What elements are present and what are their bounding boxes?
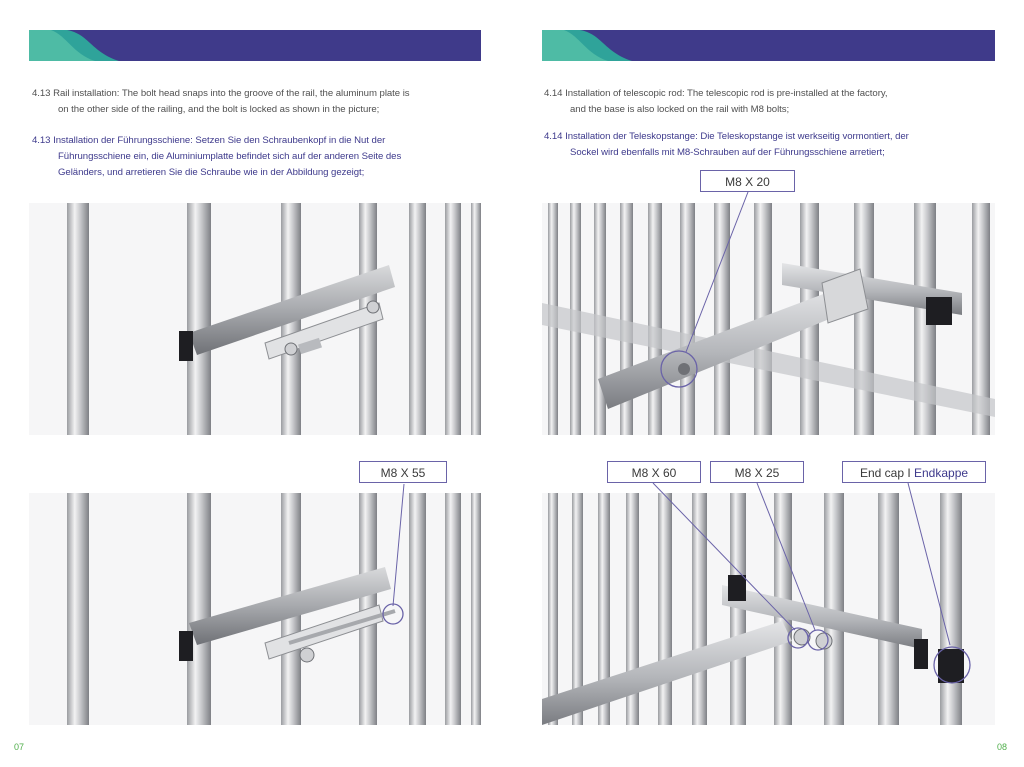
bolt-m8x25 [816, 633, 832, 649]
section-number: 4.13 [32, 135, 51, 146]
callout-end-cap [842, 461, 986, 483]
page-right [512, 0, 1024, 767]
section-4-13-german [32, 133, 484, 181]
rail-end-bracket [926, 297, 952, 325]
end-cap [938, 649, 964, 683]
rail-installation-figure-2 [29, 493, 481, 725]
callout-label: M8 X 20 [725, 175, 770, 189]
telescopic-rod-figure-1 [542, 203, 995, 435]
rail-end-bracket [179, 331, 193, 361]
rod-bolt [678, 363, 690, 375]
rail-end-bracket [179, 631, 193, 661]
section-4-13-english [32, 86, 484, 118]
callout-m8x60 [607, 461, 701, 483]
banner-wave-graphic [29, 30, 481, 61]
paragraph-line: Führungsschiene ein, die Aluminiumplatte befindet sich auf der anderen Seite des [58, 151, 402, 162]
section-4-14-english [544, 86, 1000, 118]
banner-wave-graphic [542, 30, 995, 61]
callout-m8x55 [359, 461, 447, 483]
callout-m8x20 [700, 170, 795, 192]
paragraph-line: Sockel wird ebenfalls mit M8-Schrauben auf der Führungsschiene arretiert; [570, 147, 885, 158]
callout-label: M8 X 25 [734, 466, 780, 480]
section-4-14-german [544, 129, 1000, 161]
telescopic-rod-figure-2 [542, 493, 995, 725]
paragraph-line: Installation of telescopic rod: The telescopic rod is pre-installed at the factory, [565, 88, 888, 99]
callout-m8x25 [710, 461, 804, 483]
callout-label-german: Endkappe [914, 466, 969, 480]
page-number: 08 [997, 742, 1008, 752]
rail-start-bracket [728, 575, 746, 601]
callout-label-english: End cap I [859, 466, 911, 480]
paragraph-line: and the base is also locked on the rail with M8 bolts; [570, 104, 790, 115]
section-number: 4.13 [32, 88, 51, 99]
h-bracket [914, 639, 928, 669]
header-banner [29, 30, 481, 61]
section-number: 4.14 [544, 131, 563, 142]
bolt-m8x60 [794, 629, 810, 645]
page-number: 07 [14, 742, 25, 752]
callout-label: M8 X 55 [380, 466, 426, 480]
callout-label: M8 X 60 [631, 466, 677, 480]
bolt-nut [300, 648, 314, 662]
bolt-shaft [289, 611, 395, 643]
header-banner [542, 30, 995, 61]
paragraph-line: Installation der Teleskopstange: Die Teleskopstange ist werkseitig vormontiert, der [565, 131, 909, 142]
section-number: 4.14 [544, 88, 563, 99]
paragraph-line: Geländers, und arretieren Sie die Schraube wie in der Abbildung gezeigt; [58, 167, 365, 178]
paragraph-line: on the other side of the railing, and the bolt is locked as shown in the picture; [58, 104, 380, 115]
paragraph-line: Installation der Führungsschiene: Setzen Sie den Schraubenkopf in die Nut der [53, 135, 386, 146]
rail-installation-figure-1 [29, 203, 481, 435]
paragraph-line: Rail installation: The bolt head snaps into the groove of the rail, the aluminum plate is [53, 88, 410, 99]
